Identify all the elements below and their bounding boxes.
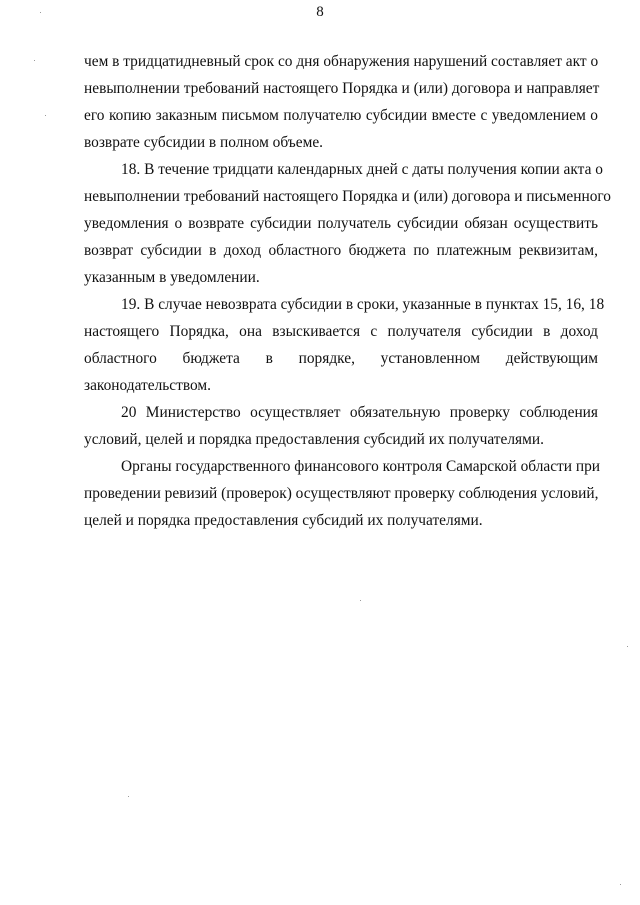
scan-speck xyxy=(34,60,35,61)
text-line: 19. В случае невозврата субсидии в сроки, указанные в пунктах 15, 16, 18 xyxy=(121,296,605,313)
paragraph-20 xyxy=(84,399,598,453)
paragraph-financial-control xyxy=(84,453,601,534)
paragraph-18 xyxy=(84,156,612,291)
text-line: условий, целей и порядка предоставления субсидий их получателями. xyxy=(84,431,544,448)
text-line: возврат субсидии в доход областного бюджета по платежным реквизитам, xyxy=(84,242,598,259)
scan-speck xyxy=(620,884,621,885)
scan-speck xyxy=(45,115,46,116)
body-text xyxy=(84,48,612,534)
text-line: целей и порядка предоставления субсидий их получателями. xyxy=(84,512,483,529)
text-line: возврате субсидии в полном объеме. xyxy=(84,134,324,151)
text-line: законодательством. xyxy=(84,377,212,394)
paragraph-19 xyxy=(84,291,605,399)
text-line: чем в тридцатидневный срок со дня обнаружения нарушений составляет акт о xyxy=(84,53,599,70)
text-line: невыполнении требований настоящего Порядка и (или) договора и письменного xyxy=(84,188,612,205)
text-line: 18. В течение тридцати календарных дней с даты получения копии акта о xyxy=(121,161,603,178)
text-line: настоящего Порядка, она взыскивается с получателя субсидии в доход xyxy=(84,323,598,340)
text-line: Органы государственного финансового контроля Самарской области при xyxy=(121,458,601,475)
paragraph-continuation xyxy=(84,48,598,156)
text-line: его копию заказным письмом получателю субсидии вместе с уведомлением о xyxy=(84,107,598,124)
text-line: невыполнении требований настоящего Порядка и (или) договора и направляет xyxy=(84,80,600,97)
text-line: 20 Министерство осуществляет обязательную проверку соблюдения xyxy=(121,404,598,421)
scan-speck xyxy=(627,646,628,647)
scan-speck xyxy=(128,796,129,797)
text-line: областного бюджета в порядке, установленном действующим xyxy=(84,350,598,367)
page-number: 8 xyxy=(316,4,324,20)
scan-speck xyxy=(360,600,361,601)
text-line: проведении ревизий (проверок) осуществляют проверку соблюдения условий, xyxy=(84,485,599,502)
text-line: уведомления о возврате субсидии получатель субсидии обязан осуществить xyxy=(84,215,598,232)
scan-speck xyxy=(40,12,41,13)
text-line: указанным в уведомлении. xyxy=(84,269,260,286)
